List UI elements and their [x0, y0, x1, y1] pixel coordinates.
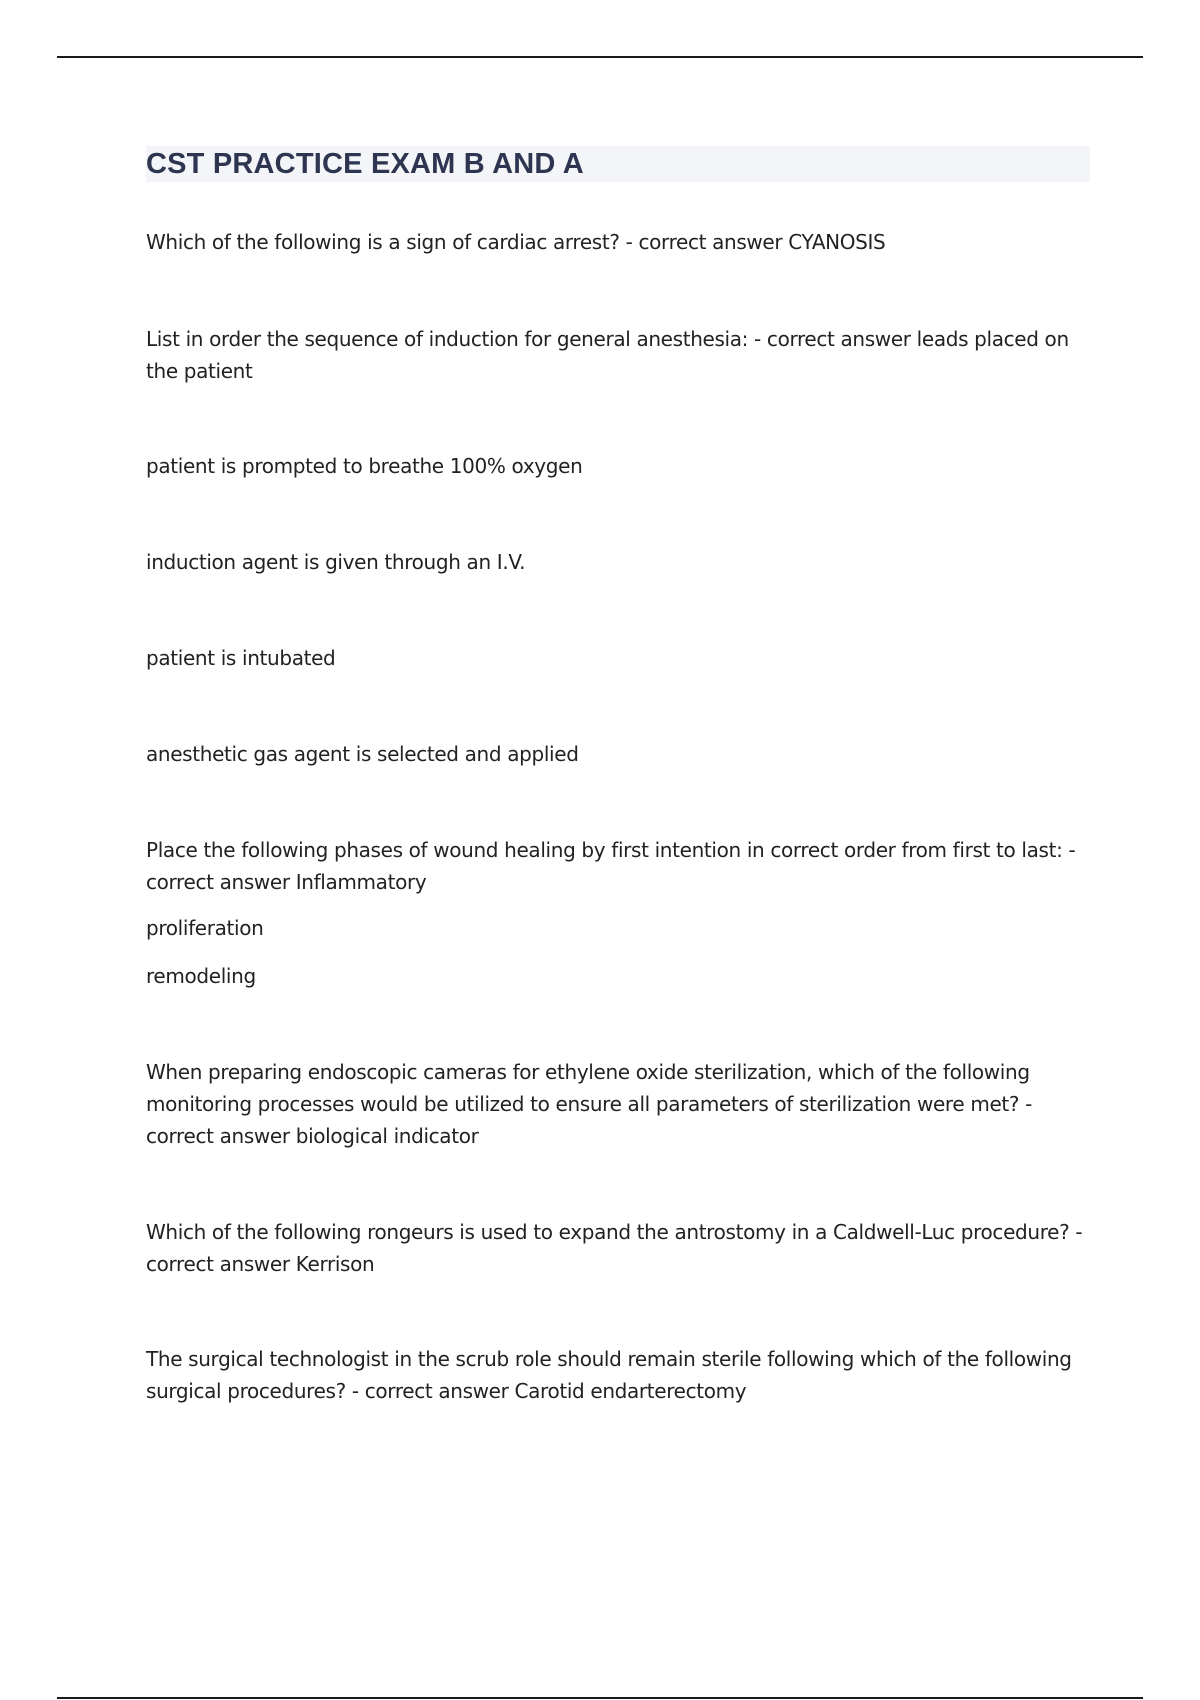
paragraph-cardiac-arrest: Which of the following is a sign of cardiac arrest? - correct answer CYANOSIS: [146, 230, 886, 254]
document-title: CST PRACTICE EXAM B AND A: [146, 147, 584, 180]
bottom-rule: [57, 1697, 1143, 1699]
paragraph-remodeling: remodeling: [146, 964, 256, 988]
paragraph-proliferation: proliferation: [146, 916, 264, 940]
paragraph-anesthetic-gas: anesthetic gas agent is selected and applied: [146, 742, 579, 766]
paragraph-induction-sequence: List in order the sequence of induction for general anesthesia: - correct answer leads placed on the patient: [146, 327, 1069, 383]
paragraph-intubated: patient is intubated: [146, 646, 336, 670]
document-body: [146, 146, 1090, 1407]
paragraph-induction-agent: induction agent is given through an I.V.: [146, 550, 526, 574]
title-bar: [146, 146, 1090, 182]
paragraph-scrub-role: The surgical technologist in the scrub role should remain sterile following which of the following surgical procedures? - correct answer Carotid endarterectomy: [146, 1347, 1072, 1403]
paragraph-wound-healing: Place the following phases of wound healing by first intention in correct order from first to last: - correct answer Inflammatory: [146, 838, 1076, 894]
paragraph-oxygen: patient is prompted to breathe 100% oxygen: [146, 454, 583, 478]
top-rule: [57, 56, 1143, 58]
paragraph-rongeurs: Which of the following rongeurs is used to expand the antrostomy in a Caldwell-Luc procedure? - correct answer Kerrison: [146, 1220, 1083, 1276]
paragraph-sterilization: When preparing endoscopic cameras for ethylene oxide sterilization, which of the following monitoring processes would be utilized to ensure all parameters of sterilization were met? - correct answer biological indicator: [146, 1060, 1033, 1148]
